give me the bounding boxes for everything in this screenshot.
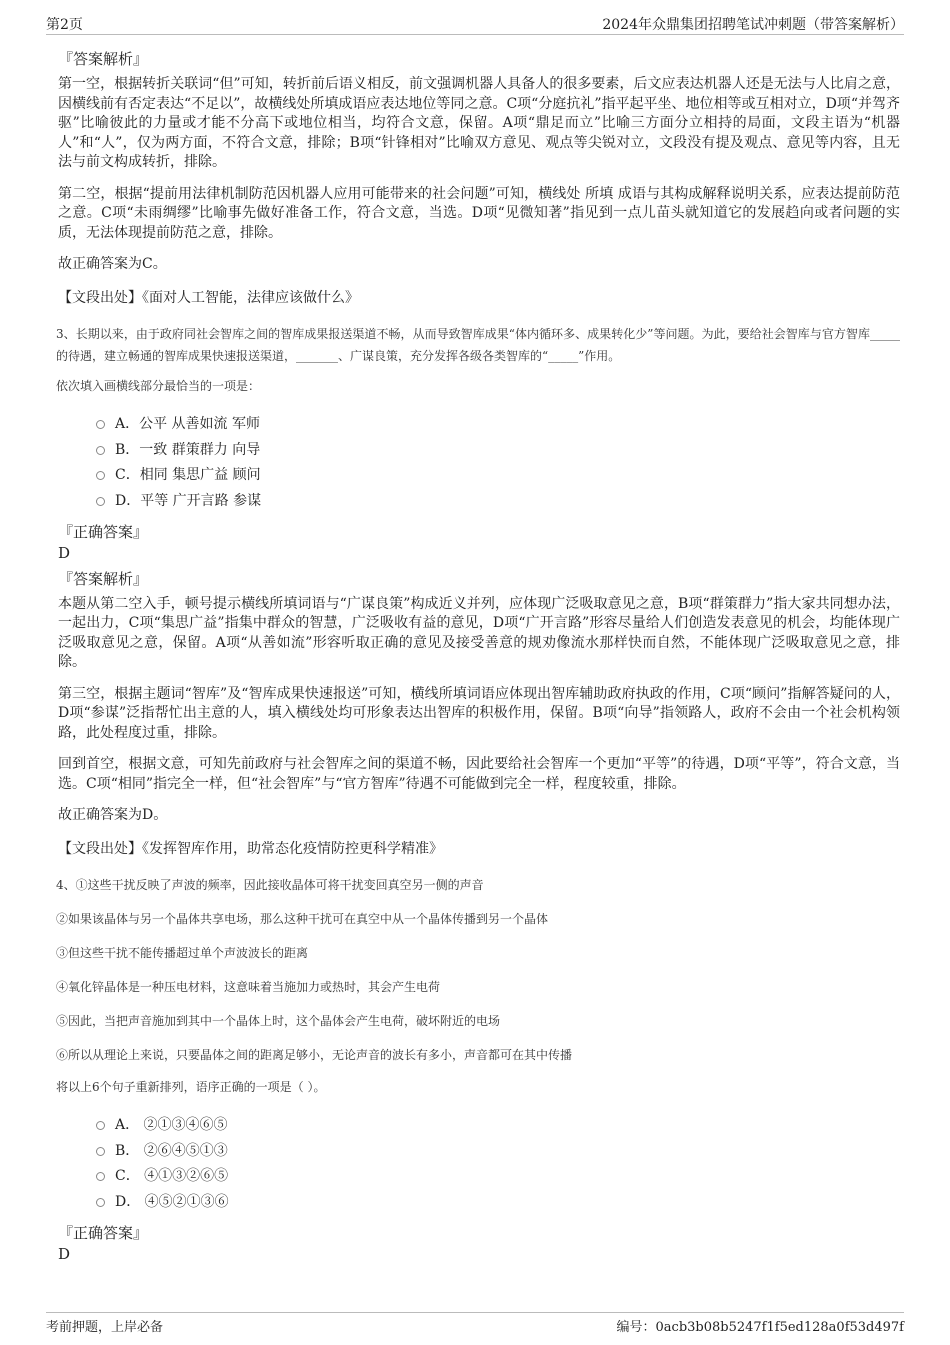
radio-icon[interactable]	[96, 1147, 105, 1156]
radio-icon[interactable]	[96, 1121, 105, 1130]
question-3-options	[96, 411, 900, 513]
question-4-sentence: 4、①这些干扰反映了声波的频率，因此接收晶体可将干扰变回真空另一侧的声音	[56, 877, 484, 892]
analysis-paragraph: 本题从第二空入手，顿号提示横线所填词语与“广谋良策”构成近义并列，应体现广泛吸取意见之意，B项“群策群力”指大家共同想办法，一起出力，C项“集思广益”指集中群众的智慧，广泛吸收有益的意见，D项“广开言路”形容尽量给人们创造发表意见的机会，均能体现广泛吸取意见之意，保留。A项“从善如流”形容听取正确的意见及接受善意的规劝像流水那样快而自然，不能体现广泛吸取意见之意，排除。	[58, 595, 900, 670]
document-code: 编号：0acb3b08b5247f1f5ed128a0f53d497f	[616, 1320, 904, 1335]
question-3-stem: 3、长期以来，由于政府同社会智库之间的智库成果报送渠道不畅，从而导致智库成果“体内循环多、成果转化少”等问题。为此，要给社会智库与官方智库_____的待遇，建立畅通的智库成果快速报送渠道，_______、广谋良策，充分发挥各级各类智库的“_____”作用。	[56, 326, 900, 363]
correct-answer-label: 『正确答案』	[58, 522, 149, 541]
question-4-sentence: ④氧化锌晶体是一种压电材料，这意味着当施加力或热时，其会产生电荷	[56, 979, 441, 994]
source-citation: 【文段出处】《面对人工智能，法律应该做什么》	[58, 289, 359, 306]
correct-answer-value: D	[58, 543, 71, 562]
analysis-paragraph: 第三空，根据主题词“智库”及“智库成果快速报送”可知，横线所填词语应体现出智库辅助政府执政的作用，C项“顾问”指解答疑问的人，D项“参谋”泛指帮忙出主意的人，填入横线处均可形象表达出智库的积极作用，保留。B项“向导”指领路人，政府不会由一个社会机构领路，此处程度过重，排除。	[58, 685, 900, 741]
analysis-paragraph: 第一空，根据转折关联词“但”可知，转折前后语义相反，前文强调机器人具备人的很多要素，后文应表达机器人还是无法与人比肩之意，因横线前有否定表达“不足以”，故横线处所填成语应表达地位等同之意。C项“分庭抗礼”指平起平坐、地位相等或互相对立，D项“并驾齐驱”比喻彼此的力量或才能不分高下或地位相当，均符合文意，保留。A项“鼎足而立”比喻三方面分立相持的局面，文段主语为“机器人”和“人”，仅为两方面，不符合文意，排除；B项“针锋相对”比喻双方意见、观点等尖锐对立，文段没有提及观点、意见等内容，且无法与前文构成转折，排除。	[58, 76, 900, 170]
footer-slogan: 考前押题，上岸必备	[46, 1320, 164, 1335]
question-3-instruction: 依次填入画横线部分最恰当的一项是：	[56, 378, 261, 393]
answer-analysis-label: 『答案解析』	[58, 569, 149, 588]
correct-answer-label: 『正确答案』	[58, 1223, 149, 1242]
option-a[interactable]: A．公平 从善如流 军师	[96, 411, 900, 437]
question-4-sentence: ⑥所以从理论上来说，只要晶体之间的距离足够小，无论声音的波长有多小，声音都可在其中传播	[56, 1047, 573, 1062]
source-citation: 【文段出处】《发挥智库作用，助常态化疫情防控更科学精准》	[58, 840, 443, 857]
option-c[interactable]: C．相同 集思广益 顾问	[96, 462, 900, 488]
analysis-paragraph: 第二空，根据“提前用法律机制防范因机器人应用可能带来的社会问题”可知，横线处 所填 成语与其构成解释说明关系，应表达提前防范之意。C项“未雨绸缪”比喻事先做好准备工作，符合文意，当选。D项“见微知著”指见到一点儿苗头就知道它的发展趋向或者问题的实质，无法体现提前防范之意，排除。	[58, 185, 900, 241]
question-4-instruction: 将以上6个句子重新排列，语序正确的一项是（ ）。	[56, 1079, 326, 1094]
option-a[interactable]: A． ②①③④⑥⑤	[96, 1112, 900, 1138]
conclusion: 故正确答案为D。	[58, 807, 168, 823]
radio-icon[interactable]	[96, 1172, 105, 1181]
radio-icon[interactable]	[96, 471, 105, 480]
document-title: 2024年众鼎集团招聘笔试冲刺题（带答案解析）	[602, 17, 904, 33]
option-d[interactable]: D．平等 广开言路 参谋	[96, 487, 900, 513]
page-footer	[46, 1312, 904, 1335]
analysis-paragraph: 回到首空，根据文意，可知先前政府与社会智库之间的渠道不畅，因此要给社会智库一个更加“平等”的待遇，D项“平等”，符合文意，当选。C项“相同”指完全一样，但“社会智库”与“官方智库”待遇不可能做到完全一样，程度较重，排除。	[58, 756, 900, 792]
radio-icon[interactable]	[96, 1198, 105, 1207]
question-4-sentence: ②如果该晶体与另一个晶体共享电场，那么这种干扰可在真空中从一个晶体传播到另一个晶体	[56, 911, 549, 926]
page-content	[56, 44, 900, 1269]
page-header	[46, 12, 904, 35]
answer-analysis-label: 『答案解析』	[58, 50, 149, 68]
question-4-sentence: ⑤因此，当把声音施加到其中一个晶体上时，这个晶体会产生电荷，破坏附近的电场	[56, 1013, 501, 1028]
radio-icon[interactable]	[96, 446, 105, 455]
radio-icon[interactable]	[96, 420, 105, 429]
correct-answer-value: D	[58, 1244, 71, 1263]
option-d[interactable]: D． ④⑤②①③⑥	[96, 1188, 900, 1214]
question-4-options	[96, 1112, 900, 1214]
option-b[interactable]: B．一致 群策群力 向导	[96, 436, 900, 462]
radio-icon[interactable]	[96, 497, 105, 506]
option-b[interactable]: B． ②⑥④⑤①③	[96, 1137, 900, 1163]
option-c[interactable]: C． ④①③②⑥⑤	[96, 1163, 900, 1189]
question-4-sentence: ③但这些干扰不能传播超过单个声波波长的距离	[56, 945, 309, 960]
page-number: 第2页	[46, 17, 83, 33]
conclusion: 故正确答案为C。	[58, 256, 167, 272]
